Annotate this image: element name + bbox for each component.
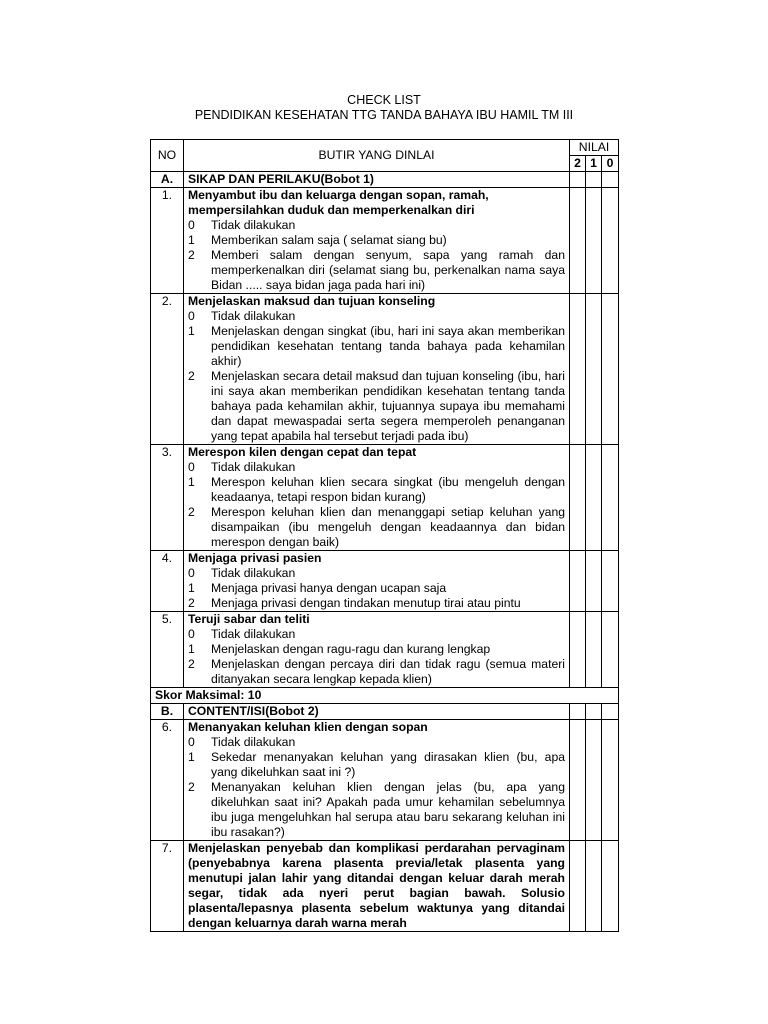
item-option — [188, 566, 565, 581]
item-option — [188, 642, 565, 657]
section-row-a — [151, 172, 619, 188]
item-content — [184, 445, 570, 551]
item-question: Teruji sabar dan teliti — [188, 612, 310, 626]
header-no: NO — [151, 140, 184, 172]
item-option — [188, 627, 565, 642]
item-question: Merespon kilen dengan cepat dan tepat — [188, 445, 417, 459]
option-score: 1 — [188, 324, 195, 338]
option-text: Menjelaskan dengan ragu-ragu dan kurang lengkap — [211, 642, 491, 656]
option-text: Merespon keluhan klien secara singkat (ibu mengeluh dengan keadaanya, tetapi respon bidan kurang) — [211, 475, 565, 504]
item-option — [188, 324, 565, 369]
header-row — [151, 140, 619, 156]
item-content — [184, 720, 570, 841]
score-cell-0[interactable] — [602, 720, 619, 841]
option-text: Menjaga privasi hanya dengan ucapan saja — [211, 581, 447, 595]
score-cell-1[interactable] — [586, 172, 602, 188]
item-question: Menjelaskan maksud dan tujuan konseling — [188, 294, 436, 308]
option-text: Tidak dilakukan — [211, 218, 296, 232]
header-score-0: 0 — [602, 156, 619, 172]
score-cell-1[interactable] — [586, 720, 602, 841]
option-score: 1 — [188, 642, 195, 656]
option-text: Menjelaskan secara detail maksud dan tujuan konseling (ibu, hari ini saya akan memberikan pendidikan kesehatan tentang tanda bahaya pada kehamilan akhir, tujuannya supaya ibu memahami dan dapat mewaspadai serta segera memperoleh penanganan yang tepat apabila hal tersebut terjadi pada ibu) — [211, 369, 565, 443]
title-line-1: CHECK LIST — [347, 93, 421, 107]
header-score-1: 1 — [586, 156, 602, 172]
item-option — [188, 581, 565, 596]
skor-maksimal: Skor Maksimal: 10 — [151, 688, 619, 704]
item-number: 4. — [151, 551, 184, 612]
score-cell-0[interactable] — [602, 294, 619, 445]
item-number: 5. — [151, 612, 184, 688]
item-option — [188, 369, 565, 444]
item-question: Menjaga privasi pasien — [188, 551, 322, 565]
item-number: 1. — [151, 188, 184, 294]
option-score: 0 — [188, 309, 195, 323]
option-text: Tidak dilakukan — [211, 566, 296, 580]
option-score: 0 — [188, 218, 195, 232]
item-number: 2. — [151, 294, 184, 445]
score-cell-1[interactable] — [586, 294, 602, 445]
score-cell-2[interactable] — [570, 841, 586, 932]
item-number: 6. — [151, 720, 184, 841]
item-option — [188, 475, 565, 505]
item-row — [151, 720, 619, 841]
option-text: Tidak dilakukan — [211, 735, 296, 749]
item-option — [188, 780, 565, 840]
option-text: Merespon keluhan klien dan menanggapi setiap keluhan yang disampaikan (ibu mengeluh dengan keadaannya dan bidan merespon dengan baik) — [211, 505, 565, 549]
item-question: Menjelaskan penyebab dan komplikasi perdarahan pervaginam (penyebabnya karena plasenta previa/letak plasenta yang menutupi jalan lahir yang ditandai dengan keluar darah merah segar, tidak ada nyeri perut bagian bawah. Solusio plasenta/lepasnya plasenta sebelum waktunya yang ditandai dengan keluarnya darah warna merah — [188, 841, 565, 930]
score-cell-1[interactable] — [586, 612, 602, 688]
header-butir: BUTIR YANG DINLAI — [184, 140, 570, 172]
item-option — [188, 460, 565, 475]
section-row-b — [151, 704, 619, 720]
option-text: Menjaga privasi dengan tindakan menutup tirai atau pintu — [211, 596, 521, 610]
item-question: Menyambut ibu dan keluarga dengan sopan, ramah, mempersilahkan duduk dan memperkenalkan diri — [188, 188, 489, 217]
score-cell-2[interactable] — [570, 612, 586, 688]
skor-maksimal-row — [151, 688, 619, 704]
option-text: Tidak dilakukan — [211, 460, 296, 474]
item-row — [151, 551, 619, 612]
score-cell-2[interactable] — [570, 294, 586, 445]
score-cell-2[interactable] — [570, 720, 586, 841]
item-option — [188, 218, 565, 233]
document-title — [0, 93, 768, 123]
score-cell-1[interactable] — [586, 188, 602, 294]
score-cell-1[interactable] — [586, 551, 602, 612]
option-score: 1 — [188, 581, 195, 595]
option-score: 2 — [188, 369, 195, 383]
header-nilai: NILAI — [570, 140, 619, 156]
item-number: 7. — [151, 841, 184, 932]
item-option — [188, 505, 565, 550]
item-row — [151, 188, 619, 294]
item-content — [184, 188, 570, 294]
option-score: 1 — [188, 233, 195, 247]
item-option — [188, 735, 565, 750]
option-score: 2 — [188, 505, 195, 519]
section-label: CONTENT/ISI(Bobot 2) — [184, 704, 570, 720]
option-text: Sekedar menanyakan keluhan yang dirasakan klien (bu, apa yang dikeluhkan saat ini ?) — [211, 750, 565, 779]
item-option — [188, 248, 565, 293]
score-cell-0[interactable] — [602, 612, 619, 688]
option-text: Menanyakan keluhan klien dengan jelas (bu, apa yang dikeluhkan saat ini? Apakah pada umur kehamilan sebelumnya ibu juga mengeluhkan hal serupa atau baru sekarang keluhan ini ibu rasakan?) — [211, 780, 565, 839]
score-cell-2[interactable] — [570, 188, 586, 294]
score-cell-0[interactable] — [602, 172, 619, 188]
score-cell-0[interactable] — [602, 445, 619, 551]
item-content — [184, 294, 570, 445]
option-score: 2 — [188, 780, 195, 794]
score-cell-0[interactable] — [602, 551, 619, 612]
checklist-table — [150, 139, 619, 932]
title-line-2: PENDIDIKAN KESEHATAN TTG TANDA BAHAYA IBU HAMIL TM III — [194, 108, 574, 122]
section-code: B. — [151, 704, 184, 720]
item-question: Menanyakan keluhan klien dengan sopan — [188, 720, 428, 734]
score-cell-1[interactable] — [586, 704, 602, 720]
option-score: 1 — [188, 475, 195, 489]
item-option — [188, 309, 565, 324]
item-content — [184, 612, 570, 688]
item-option — [188, 750, 565, 780]
item-row — [151, 841, 619, 932]
score-cell-1[interactable] — [586, 445, 602, 551]
item-content — [184, 841, 570, 932]
option-text: Tidak dilakukan — [211, 309, 296, 323]
section-code: A. — [151, 172, 184, 188]
item-row — [151, 612, 619, 688]
option-text: Memberi salam dengan senyum, sapa yang ramah dan memperkenalkan diri (selamat siang bu, perkenalkan nama saya Bidan ..... saya bidan jaga pada hari ini) — [211, 248, 565, 292]
option-score: 2 — [188, 657, 195, 671]
option-text: Memberikan salam saja ( selamat siang bu) — [211, 233, 447, 247]
option-score: 2 — [188, 248, 195, 262]
item-option — [188, 233, 565, 248]
header-score-2: 2 — [570, 156, 586, 172]
option-text: Menjelaskan dengan percaya diri dan tidak ragu (semua materi ditanyakan secara lengkap kepada klien) — [211, 657, 565, 686]
option-score: 2 — [188, 596, 195, 610]
option-score: 0 — [188, 735, 195, 749]
item-row — [151, 294, 619, 445]
option-score: 0 — [188, 566, 195, 580]
score-cell-2[interactable] — [570, 172, 586, 188]
option-text: Menjelaskan dengan singkat (ibu, hari ini saya akan memberikan pendidikan kesehatan tentang tanda bahaya pada kehamilan akhir) — [211, 324, 565, 368]
item-row — [151, 445, 619, 551]
option-score: 0 — [188, 460, 195, 474]
option-score: 0 — [188, 627, 195, 641]
item-option — [188, 596, 565, 611]
score-cell-1[interactable] — [586, 841, 602, 932]
score-cell-2[interactable] — [570, 551, 586, 612]
score-cell-0[interactable] — [602, 704, 619, 720]
item-option — [188, 657, 565, 687]
item-number: 3. — [151, 445, 184, 551]
score-cell-0[interactable] — [602, 841, 619, 932]
item-content — [184, 551, 570, 612]
score-cell-2[interactable] — [570, 704, 586, 720]
option-score: 1 — [188, 750, 195, 764]
option-text: Tidak dilakukan — [211, 627, 296, 641]
score-cell-0[interactable] — [602, 188, 619, 294]
section-label: SIKAP DAN PERILAKU(Bobot 1) — [184, 172, 570, 188]
score-cell-2[interactable] — [570, 445, 586, 551]
